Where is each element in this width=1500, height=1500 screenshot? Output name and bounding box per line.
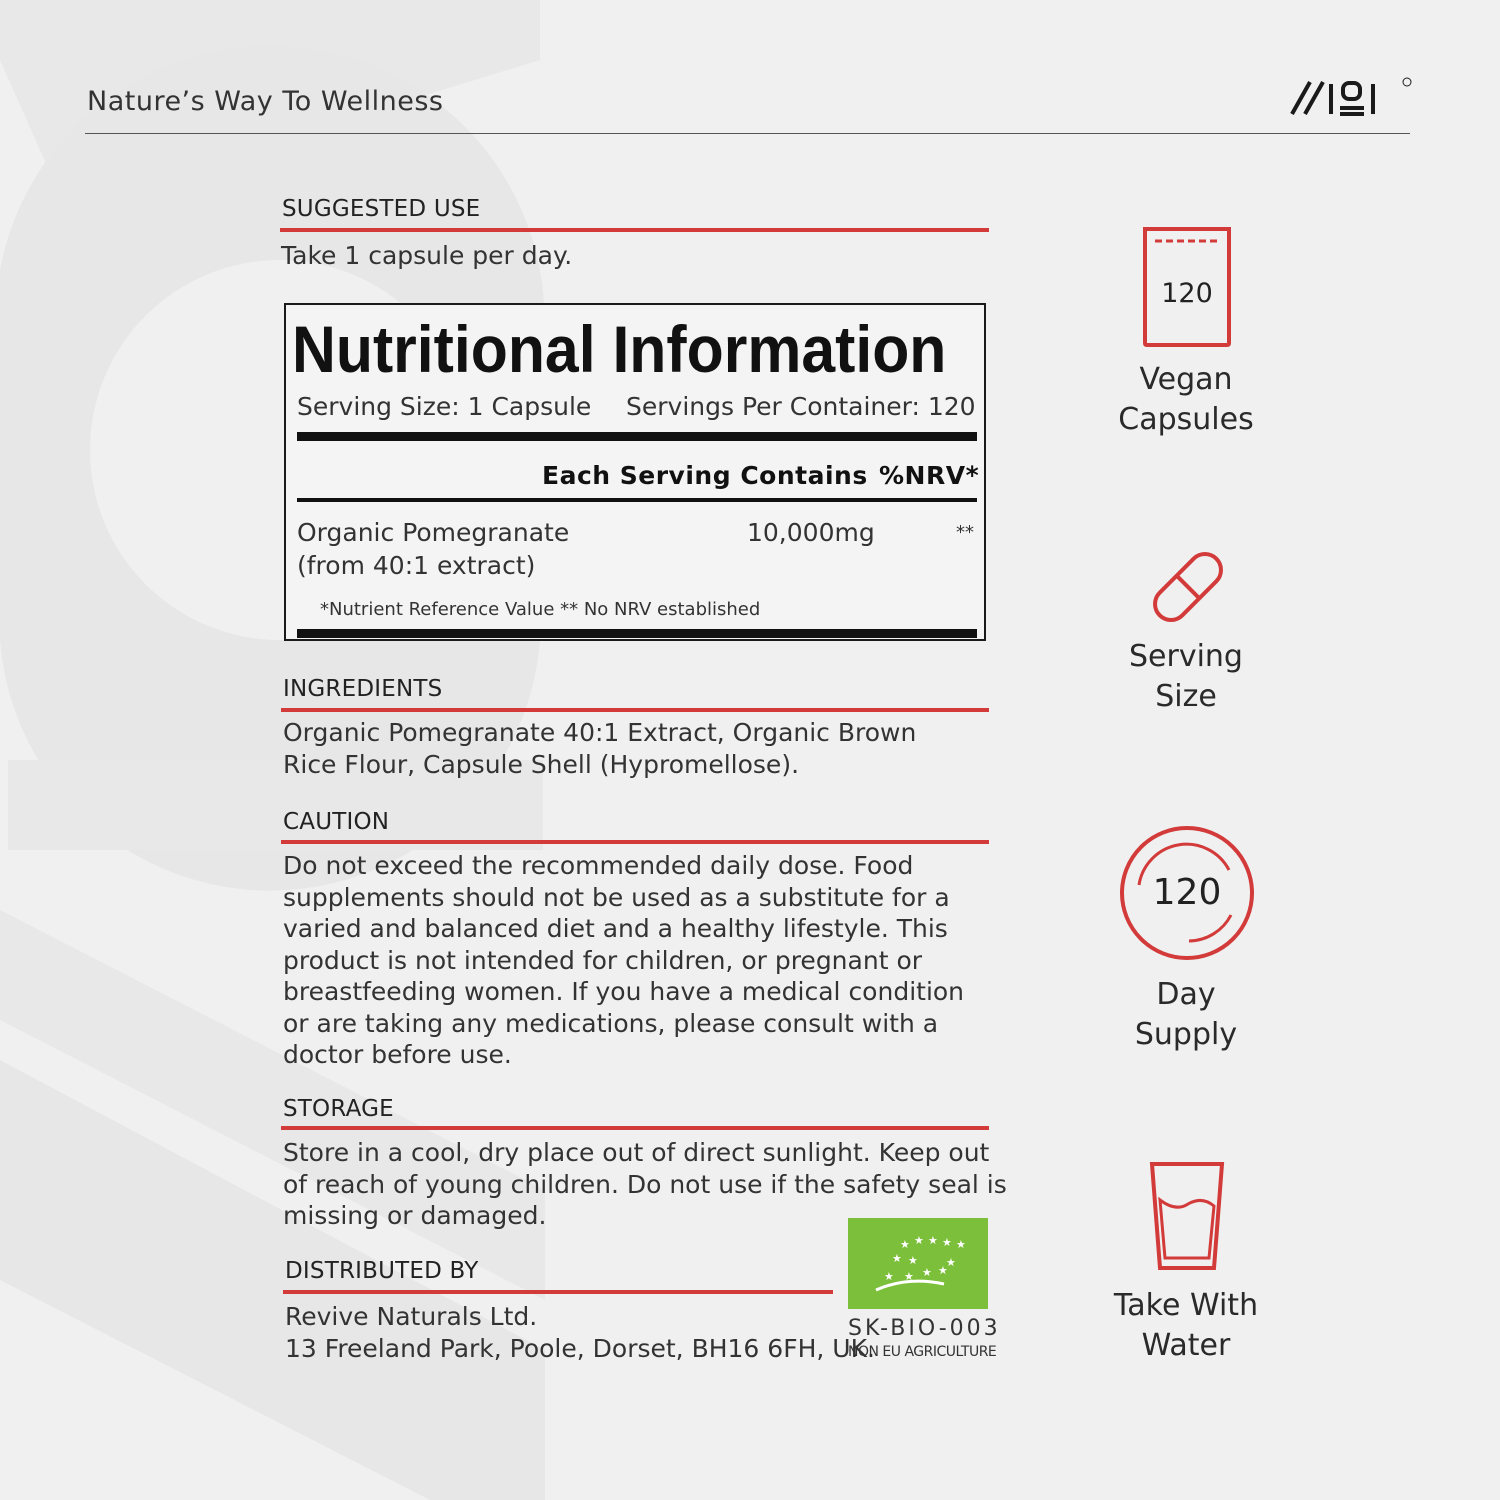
capsule-icon (1143, 542, 1233, 632)
svg-text:★: ★ (892, 1252, 902, 1265)
caution-rule (281, 840, 989, 844)
suggested-use-title: SUGGESTED USE (282, 196, 481, 222)
ingredients-line: Organic Pomegranate 40:1 Extract, Organic Brown (283, 718, 917, 747)
svg-text:★: ★ (922, 1266, 932, 1279)
ingredients-line: Rice Flour, Capsule Shell (Hypromellose). (283, 749, 800, 779)
feature-label-line: Water (1141, 1328, 1231, 1363)
suggested-use-rule (280, 228, 989, 232)
svg-text:★: ★ (900, 1238, 910, 1251)
caution-line: breastfeeding women. If you have a medical condition (283, 977, 965, 1006)
distributor-title: DISTRIBUTED BY (285, 1258, 479, 1284)
nutrition-title: Nutritional Information (292, 312, 947, 386)
nutrition-thick-rule (297, 432, 977, 441)
svg-text:★: ★ (904, 1270, 914, 1283)
storage-line: of reach of young children. Do not use if the safety seal is (283, 1169, 1007, 1199)
svg-text:★: ★ (914, 1234, 924, 1247)
feature-label-line: Supply (1134, 1017, 1238, 1052)
storage-line: missing or damaged. (283, 1201, 547, 1230)
svg-text:★: ★ (938, 1264, 948, 1277)
suggested-use-text: Take 1 capsule per day. (281, 241, 573, 270)
header-divider (85, 133, 1410, 134)
svg-text:★: ★ (942, 1236, 952, 1249)
ingredients-text (283, 717, 916, 780)
distributor-address: 13 Freeland Park, Poole, Dorset, BH16 6FH, UK. (285, 1333, 875, 1363)
feature-day-supply (1066, 975, 1306, 1055)
caution-title: CAUTION (283, 809, 390, 835)
nutrition-bottom-rule (297, 629, 977, 638)
caution-line: or are taking any medications, please consult with a (283, 1008, 939, 1038)
eu-organic-logo (848, 1218, 988, 1309)
organic-origin: NON EU AGRICULTURE (848, 1344, 997, 1360)
feature-label-line: Capsules (1118, 402, 1254, 437)
caution-line: product is not intended for children, or pregnant or (283, 945, 923, 975)
feature-take-with-water (1066, 1286, 1306, 1366)
nutrient-name-line1: Organic Pomegranate (297, 518, 570, 547)
brand-tagline: Nature’s Way To Wellness (87, 86, 444, 117)
ingredients-title: INGREDIENTS (283, 676, 443, 702)
caution-line: varied and balanced diet and a healthy lifestyle. This (283, 914, 948, 943)
caution-text (283, 850, 964, 1071)
water-glass-icon (1148, 1160, 1226, 1272)
nutrient-amount: 10,000mg (747, 518, 875, 547)
feature-label-line: Serving (1129, 639, 1243, 674)
svg-text:★: ★ (928, 1234, 938, 1247)
svg-text:★: ★ (884, 1270, 894, 1283)
svg-text:★: ★ (946, 1256, 956, 1269)
nrv-footnote: *Nutrient Reference Value ** No NRV established (320, 599, 761, 620)
feature-vegan-capsules (1066, 360, 1306, 440)
servings-per-container: Servings Per Container: 120 (626, 392, 976, 421)
feature-serving-size (1066, 637, 1306, 717)
serving-size: Serving Size: 1 Capsule (297, 392, 592, 421)
caution-line: Do not exceed the recommended daily dose. Food (283, 851, 914, 880)
supply-badge: 120 (1152, 872, 1222, 913)
nutrition-panel (284, 303, 986, 641)
storage-line: Store in a cool, dry place out of direct sunlight. Keep out (283, 1138, 990, 1167)
ingredients-rule (281, 708, 989, 712)
nutrition-header-rule (297, 498, 977, 502)
pouch-badge: 120 (1161, 278, 1213, 309)
feature-label-line: Take With (1113, 1288, 1259, 1323)
distributor-text (285, 1301, 875, 1364)
nrv-header: %NRV* (879, 461, 980, 490)
nutrient-name-line2: (from 40:1 extract) (297, 551, 536, 580)
nutrient-nrv: ** (956, 522, 974, 543)
storage-rule (281, 1126, 989, 1130)
each-serving-header: Each Serving Contains (542, 461, 868, 490)
caution-line: doctor before use. (283, 1040, 512, 1069)
feature-label-line: Vegan (1139, 362, 1233, 397)
brand-logo (1288, 76, 1412, 120)
feature-label-line: Size (1155, 679, 1217, 714)
organic-cert-code: SK-BIO-003 (848, 1316, 1001, 1341)
caution-line: supplements should not be used as a substitute for a (283, 882, 950, 912)
nutrient-name (297, 516, 569, 582)
svg-text:★: ★ (908, 1254, 918, 1267)
feature-label-line: Day (1156, 977, 1216, 1012)
svg-text:★: ★ (956, 1238, 966, 1251)
distributor-name: Revive Naturals Ltd. (285, 1302, 538, 1331)
storage-title: STORAGE (283, 1096, 394, 1122)
distributor-rule (283, 1290, 833, 1294)
